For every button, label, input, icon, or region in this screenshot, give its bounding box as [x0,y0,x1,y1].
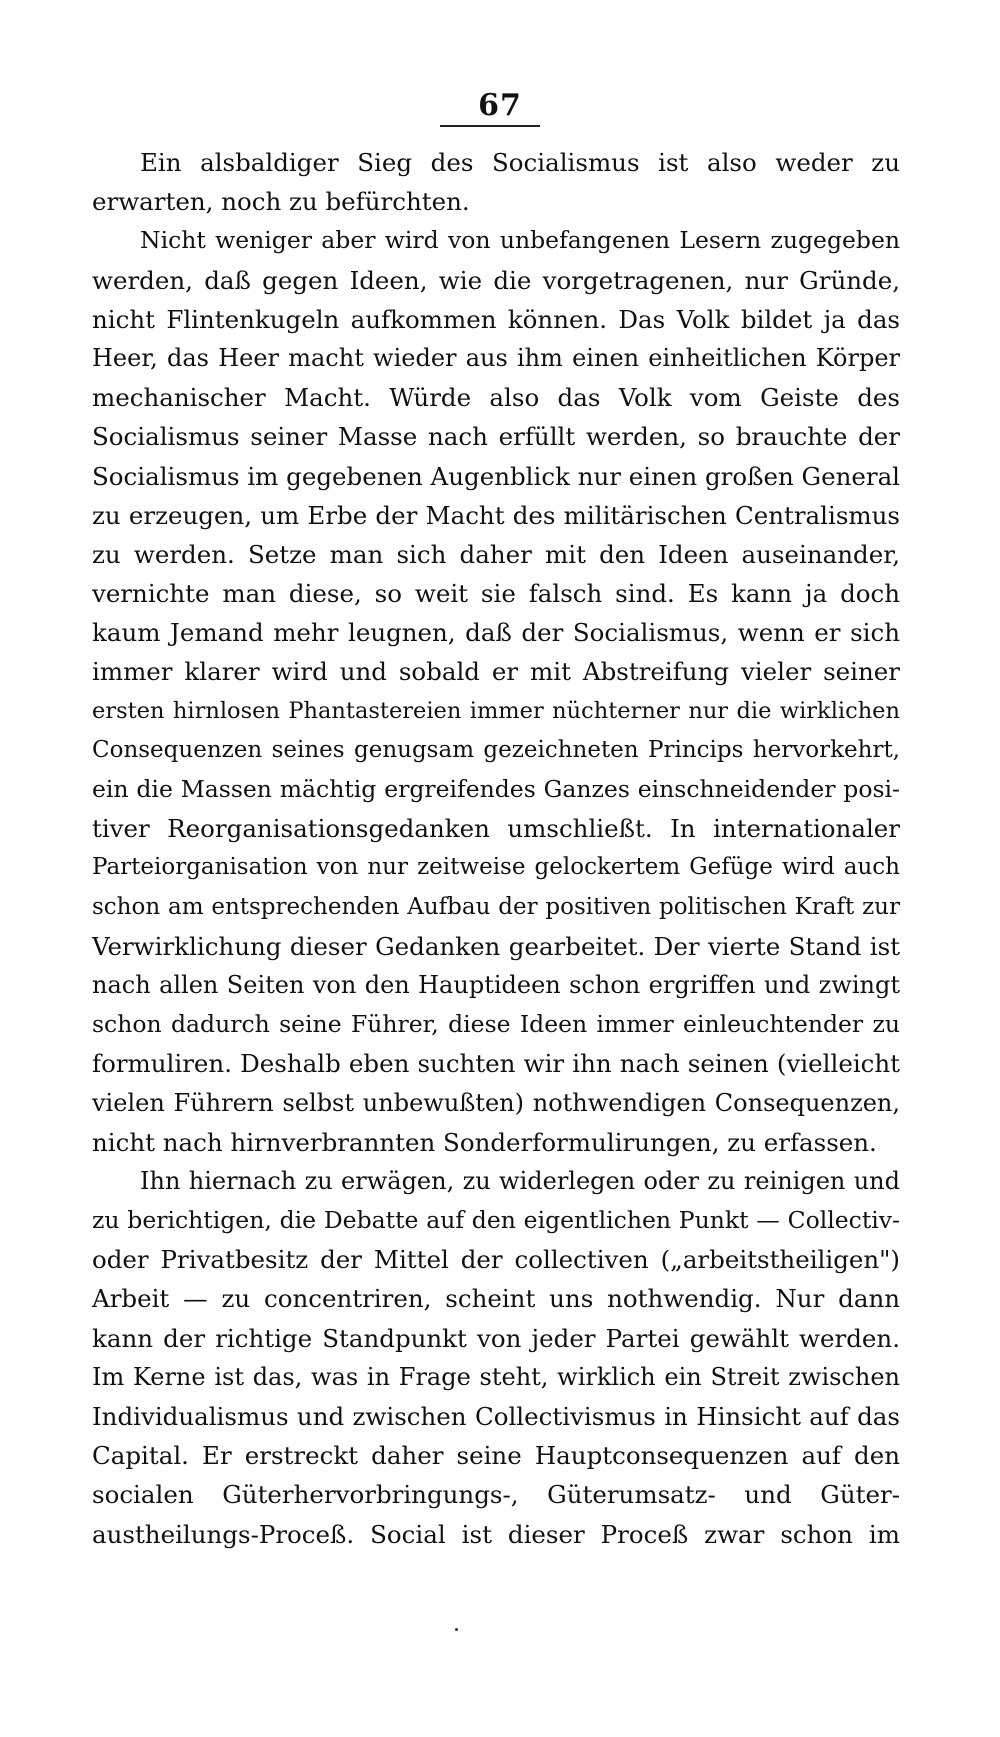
text-line: tiver Reorganisationsgedanken umschließt. In internationaler [92,814,900,844]
print-speck [455,1628,458,1631]
text-line: werden, daß gegen Ideen, wie die vorgetragenen, nur Gründe, [92,265,900,295]
text-line: Verwirklichung dieser Gedanken gearbeitet. Der vierte Stand ist [92,931,900,961]
text-line: zu erzeugen, um Erbe der Macht des militärischen Centralismus [92,500,900,530]
text-line: ersten hirnlosen Phantastereien immer nüchterner nur die wirklichen [92,697,900,724]
text-line: Im Kerne ist das, was in Frage steht, wirklich ein Streit zwischen [92,1362,900,1391]
text-line: Ihn hiernach zu erwägen, zu widerlegen oder zu reinigen und [140,1166,900,1195]
text-line: Consequenzen seines genugsam gezeichneten Princips hervorkehrt, [92,736,900,763]
text-line: zu berichtigen, die Debatte auf den eigentlichen Punkt — Collectiv- [92,1206,900,1235]
text-line: formuliren. Deshalb eben suchten wir ihn nach seinen (vielleicht [92,1049,900,1079]
text-line: austheilungs-Proceß. Social ist dieser Proceß zwar schon im [92,1519,900,1549]
text-line: kaum Jemand mehr leugnen, daß der Socialismus, wenn er sich [92,618,900,648]
text-line: Nicht weniger aber wird von unbefangenen Lesern zugegeben [140,226,900,255]
text-line: kann der richtige Standpunkt von jeder Partei gewählt werden. [92,1323,900,1353]
text-line: schon dadurch seine Führer, diese Ideen immer einleuchtender zu [92,1010,900,1039]
text-line: Ein alsbaldiger Sieg des Socialismus ist also weder zu [140,148,900,177]
text-line: nicht nach hirnverbrannten Sonderformulirungen, zu erfassen. [92,1127,877,1157]
text-line: schon am entsprechenden Aufbau der positiven politischen Kraft zur [92,893,900,920]
text-line: vielen Führern selbst unbewußten) nothwendigen Consequenzen, [92,1088,900,1117]
text-line: Parteiorganisation von nur zeitweise gelockertem Gefüge wird auch [92,854,900,881]
text-line: Socialismus im gegebenen Augenblick nur einen großen General [92,461,901,491]
text-line: erwarten, noch zu befürchten. [92,187,470,217]
text-line: zu werden. Setze man sich daher mit den Ideen auseinander, [92,539,900,569]
text-line: Individualismus und zwischen Collectivismus in Hinsicht auf das [92,1402,900,1431]
text-line: mechanischer Macht. Würde also das Volk vom Geiste des [92,383,900,413]
text-line: oder Privatbesitz der Mittel der collectiven („arbeitstheiligen") [92,1245,900,1275]
text-line: nicht Flintenkugeln aufkommen können. Das Volk bildet ja das [92,304,900,334]
text-line: immer klarer wird und sobald er mit Abstreifung vieler seiner [92,657,900,687]
text-line: vernichte man diese, so weit sie falsch sind. Es kann ja doch [92,579,900,609]
page-number-rule [440,125,540,127]
text-line: Arbeit — zu concentriren, scheint uns nothwendig. Nur dann [92,1284,900,1314]
text-line: Socialismus seiner Masse nach erfüllt werden, so brauchte der [92,422,900,452]
text-line: socialen Güterhervorbringungs-, Güterumsatz- und Güter- [92,1480,900,1510]
text-line: Capital. Er erstreckt daher seine Hauptconsequenzen auf den [92,1441,900,1471]
text-line: ein die Massen mächtig ergreifendes Ganzes einschneidender posi- [92,775,900,803]
page-number: 67 [478,88,522,123]
text-line: nach allen Seiten von den Hauptideen schon ergriffen und zwingt [92,970,900,999]
body-text [92,143,900,1554]
text-line: Heer, das Heer macht wieder aus ihm einen einheitlichen Körper [92,343,900,372]
